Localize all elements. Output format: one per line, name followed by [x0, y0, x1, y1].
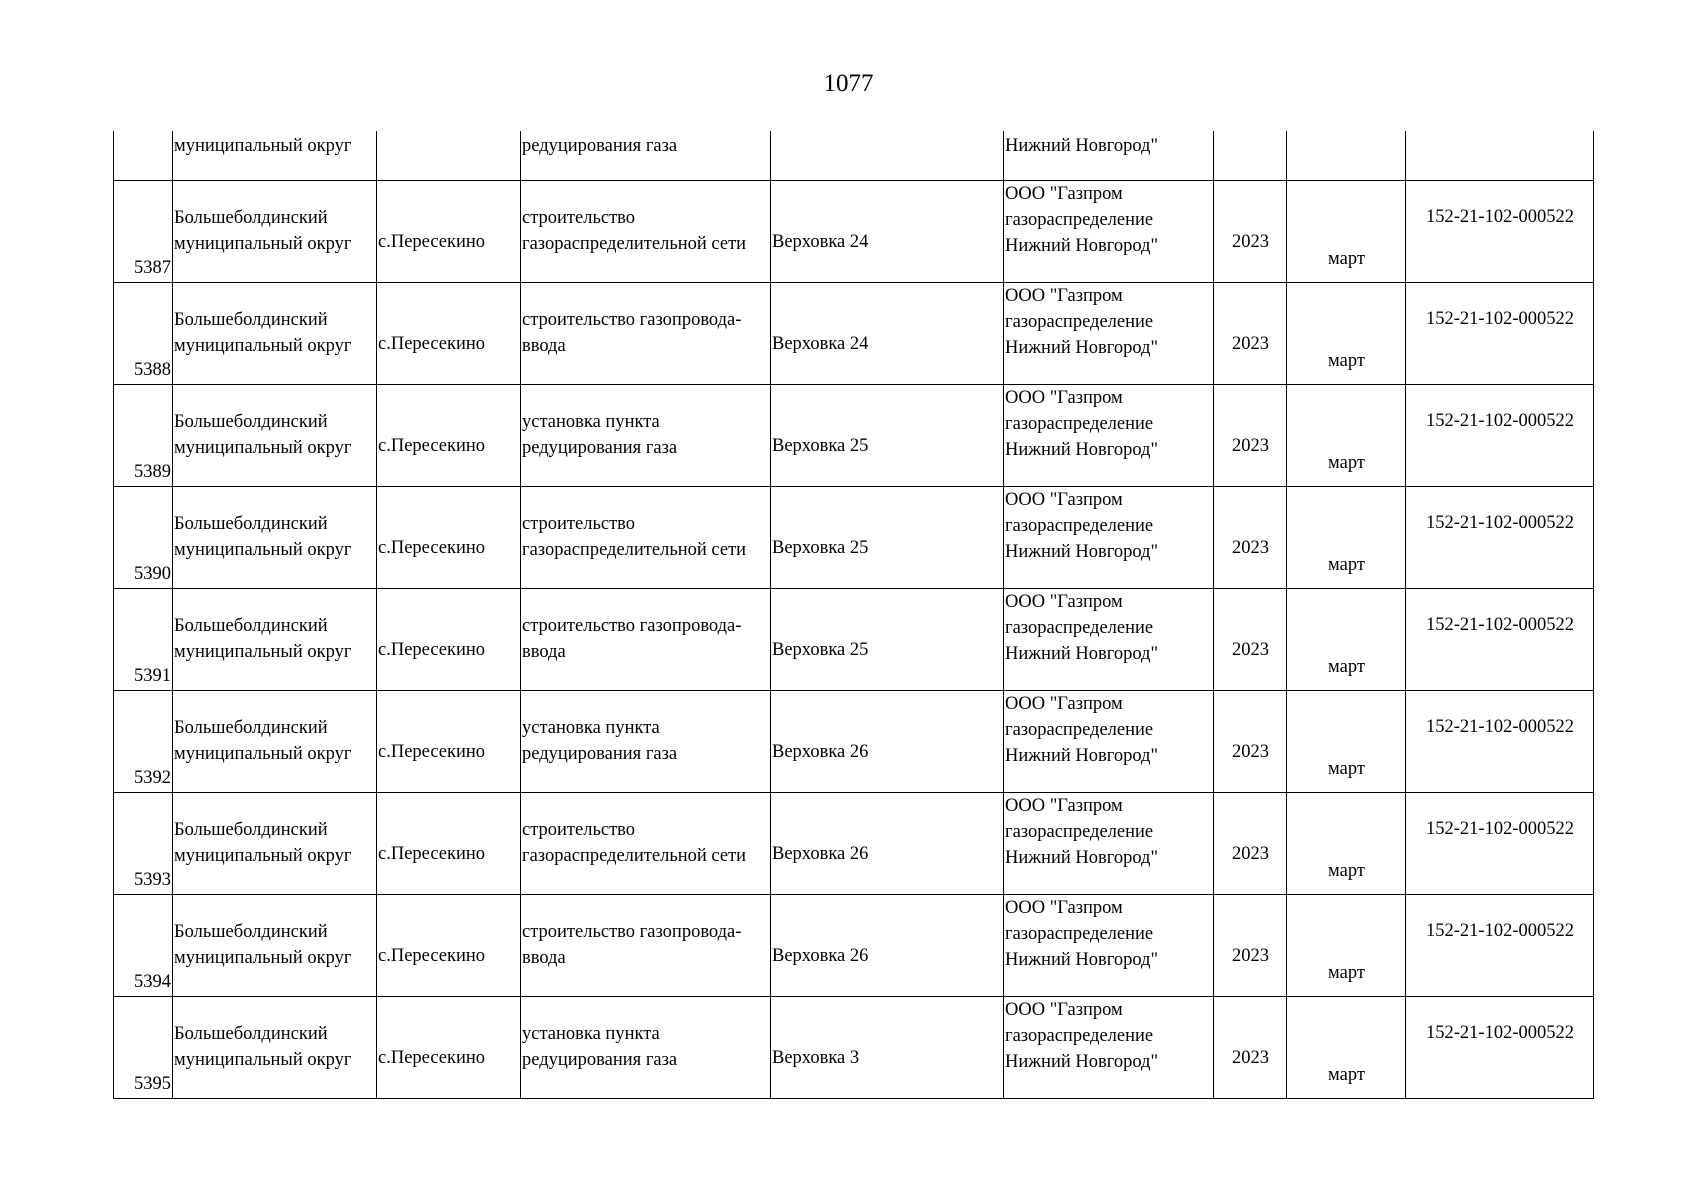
cell-village	[377, 894, 521, 996]
cell-month: март	[1287, 282, 1406, 384]
cell-month: март	[1287, 180, 1406, 282]
district-line: Большеболдинский	[174, 310, 328, 330]
org-line: газораспределение	[1005, 719, 1154, 740]
cell-district	[173, 792, 377, 894]
year-line: 2023	[1232, 742, 1269, 762]
cell-village	[377, 384, 521, 486]
org-line: Нижний Новгород"	[1005, 1051, 1159, 1072]
year-line: 2023	[1232, 538, 1269, 558]
cell-district	[173, 282, 377, 384]
cell-address	[771, 792, 1004, 894]
org-line: газораспределение	[1005, 413, 1154, 434]
org-line: Нижний Новгород"	[1005, 235, 1159, 256]
cell-district	[173, 894, 377, 996]
org-line: ООО "Газпром	[1005, 387, 1123, 408]
cell-address	[771, 996, 1004, 1098]
cell-district	[173, 180, 377, 282]
org-line: Нижний Новгород"	[1005, 541, 1159, 562]
district-line: муниципальный округ	[174, 1050, 352, 1070]
table-row	[114, 282, 1594, 384]
cell-num: 5392	[114, 690, 173, 792]
org-line: ООО "Газпром	[1005, 693, 1123, 714]
work-line: редуцирования газа	[522, 1050, 678, 1070]
cell-code: 152-21-102-000522	[1406, 384, 1594, 486]
year-line: 2023	[1232, 232, 1269, 252]
district-line: муниципальный округ	[174, 540, 352, 560]
village-line: с.Пересекино	[378, 640, 486, 660]
cell-address	[771, 588, 1004, 690]
village-line: с.Пересекино	[378, 334, 486, 354]
cell-work	[521, 588, 771, 690]
org-line: ООО "Газпром	[1005, 795, 1123, 816]
table-row	[114, 180, 1594, 282]
cell-district: муниципальный округ	[173, 131, 377, 180]
year-line: 2023	[1232, 640, 1269, 660]
cell-org	[1004, 282, 1214, 384]
district-line: Большеболдинский	[174, 820, 328, 840]
work-line: строительство	[522, 820, 636, 840]
org-line: ООО "Газпром	[1005, 489, 1123, 510]
district-line: Большеболдинский	[174, 208, 328, 228]
cell-year	[1214, 894, 1287, 996]
cell-work	[521, 690, 771, 792]
work-line: ввода	[522, 642, 566, 662]
org-line: Нижний Новгород"	[1005, 337, 1159, 358]
cell-village	[377, 180, 521, 282]
cell-org	[1004, 996, 1214, 1098]
village-line: с.Пересекино	[378, 1048, 486, 1068]
cell-year	[1214, 996, 1287, 1098]
table-body	[114, 131, 1594, 1098]
org-line: газораспределение	[1005, 209, 1154, 230]
cell-village	[377, 588, 521, 690]
table-row	[114, 486, 1594, 588]
org-line: газораспределение	[1005, 1025, 1154, 1046]
table-row	[114, 690, 1594, 792]
cell-num: 5390	[114, 486, 173, 588]
cell-org	[1004, 384, 1214, 486]
cell-work	[521, 792, 771, 894]
cell-org	[1004, 486, 1214, 588]
cell-month: март	[1287, 690, 1406, 792]
work-line: строительство газопровода-	[522, 922, 742, 942]
cell-num: 5389	[114, 384, 173, 486]
cell-num: 5393	[114, 792, 173, 894]
org-line: газораспределение	[1005, 311, 1154, 332]
work-line: редуцирования газа	[522, 438, 678, 458]
address-line: Верховка 24	[772, 232, 869, 252]
cell-org	[1004, 894, 1214, 996]
org-line: Нижний Новгород"	[1005, 643, 1159, 664]
cell-village	[377, 282, 521, 384]
cell-year	[1214, 384, 1287, 486]
cell-org	[1004, 180, 1214, 282]
cell-district	[173, 588, 377, 690]
cell-district	[173, 486, 377, 588]
cell-org	[1004, 588, 1214, 690]
register-table	[113, 131, 1594, 1099]
work-line: редуцирования газа	[522, 744, 678, 764]
cell-work: редуцирования газа	[521, 131, 771, 180]
cell-num: 5395	[114, 996, 173, 1098]
district-line: муниципальный округ	[174, 948, 352, 968]
village-line: с.Пересекино	[378, 844, 486, 864]
cell-address	[771, 131, 1004, 180]
cell-village	[377, 690, 521, 792]
cell-year	[1214, 282, 1287, 384]
district-line: Большеболдинский	[174, 616, 328, 636]
cell-district	[173, 996, 377, 1098]
district-line: Большеболдинский	[174, 1024, 328, 1044]
year-line: 2023	[1232, 844, 1269, 864]
cell-code: 152-21-102-000522	[1406, 486, 1594, 588]
cell-month: март	[1287, 894, 1406, 996]
cell-num: 5388	[114, 282, 173, 384]
page-number: 1077	[823, 70, 874, 97]
district-line: Большеболдинский	[174, 514, 328, 534]
org-line: газораспределение	[1005, 821, 1154, 842]
cell-year	[1214, 180, 1287, 282]
cell-work	[521, 894, 771, 996]
table-row	[114, 996, 1594, 1098]
cell-village	[377, 486, 521, 588]
address-line: Верховка 26	[772, 946, 869, 966]
org-line: ООО "Газпром	[1005, 999, 1123, 1020]
work-line: установка пункта	[522, 718, 660, 738]
district-line: муниципальный округ	[174, 846, 352, 866]
village-line: с.Пересекино	[378, 232, 486, 252]
work-line: ввода	[522, 948, 566, 968]
org-line: ООО "Газпром	[1005, 285, 1123, 306]
org-line: газораспределение	[1005, 923, 1154, 944]
cell-month: март	[1287, 996, 1406, 1098]
work-line: установка пункта	[522, 1024, 660, 1044]
cell-code: 152-21-102-000522	[1406, 690, 1594, 792]
district-line: Большеболдинский	[174, 922, 328, 942]
address-line: Верховка 25	[772, 640, 869, 660]
cell-year	[1214, 690, 1287, 792]
cell-address	[771, 690, 1004, 792]
address-line: Верховка 25	[772, 436, 869, 456]
district-line: муниципальный округ	[174, 336, 352, 356]
cell-work	[521, 282, 771, 384]
org-line: Нижний Новгород"	[1005, 949, 1159, 970]
cell-year	[1214, 486, 1287, 588]
cell-address	[771, 894, 1004, 996]
address-line: Верховка 24	[772, 334, 869, 354]
cell-village	[377, 131, 521, 180]
cell-num	[114, 131, 173, 180]
work-line: ввода	[522, 336, 566, 356]
village-line: с.Пересекино	[378, 436, 486, 456]
org-line: газораспределение	[1005, 617, 1154, 638]
address-line: Верховка 26	[772, 742, 869, 762]
work-line: газораспределительной сети	[522, 234, 747, 254]
cell-address	[771, 180, 1004, 282]
year-line: 2023	[1232, 436, 1269, 456]
cell-org	[1004, 690, 1214, 792]
cell-work	[521, 384, 771, 486]
cell-month: март	[1287, 792, 1406, 894]
cell-code: 152-21-102-000522	[1406, 180, 1594, 282]
cell-num: 5394	[114, 894, 173, 996]
org-line: Нижний Новгород"	[1005, 847, 1159, 868]
cell-month: март	[1287, 588, 1406, 690]
district-line: Большеболдинский	[174, 412, 328, 432]
district-line: муниципальный округ	[174, 234, 352, 254]
org-line: ООО "Газпром	[1005, 183, 1123, 204]
table-row	[114, 588, 1594, 690]
village-line: с.Пересекино	[378, 946, 486, 966]
work-line: строительство газопровода-	[522, 310, 742, 330]
org-line: Нижний Новгород"	[1005, 745, 1159, 766]
cell-address	[771, 384, 1004, 486]
cell-num: 5391	[114, 588, 173, 690]
cell-address	[771, 486, 1004, 588]
cell-village	[377, 996, 521, 1098]
cell-year	[1214, 792, 1287, 894]
cell-org	[1004, 792, 1214, 894]
address-line: Верховка 25	[772, 538, 869, 558]
org-line: ООО "Газпром	[1005, 591, 1123, 612]
district-line: муниципальный округ	[174, 438, 352, 458]
cell-month: март	[1287, 384, 1406, 486]
work-line: газораспределительной сети	[522, 540, 747, 560]
cell-district	[173, 384, 377, 486]
cell-district	[173, 690, 377, 792]
cell-org: Нижний Новгород"	[1004, 131, 1214, 180]
org-line: Нижний Новгород"	[1005, 439, 1159, 460]
table-row	[114, 894, 1594, 996]
cell-num: 5387	[114, 180, 173, 282]
district-line: муниципальный округ	[174, 744, 352, 764]
cell-code: 152-21-102-000522	[1406, 588, 1594, 690]
cell-year	[1214, 131, 1287, 180]
work-line: строительство	[522, 208, 636, 228]
cell-code: 152-21-102-000522	[1406, 996, 1594, 1098]
cell-village	[377, 792, 521, 894]
cell-code: 152-21-102-000522	[1406, 894, 1594, 996]
table-row	[114, 384, 1594, 486]
cell-code	[1406, 131, 1594, 180]
table-row	[114, 792, 1594, 894]
cell-code: 152-21-102-000522	[1406, 792, 1594, 894]
cell-work	[521, 180, 771, 282]
continuation-row	[114, 131, 1594, 180]
cell-work	[521, 486, 771, 588]
year-line: 2023	[1232, 1048, 1269, 1068]
cell-work	[521, 996, 771, 1098]
year-line: 2023	[1232, 946, 1269, 966]
cell-month	[1287, 131, 1406, 180]
org-line: газораспределение	[1005, 515, 1154, 536]
work-line: строительство	[522, 514, 636, 534]
cell-address	[771, 282, 1004, 384]
work-line: газораспределительной сети	[522, 846, 747, 866]
address-line: Верховка 26	[772, 844, 869, 864]
district-line: муниципальный округ	[174, 642, 352, 662]
cell-code: 152-21-102-000522	[1406, 282, 1594, 384]
work-line: строительство газопровода-	[522, 616, 742, 636]
cell-month: март	[1287, 486, 1406, 588]
district-line: Большеболдинский	[174, 718, 328, 738]
village-line: с.Пересекино	[378, 742, 486, 762]
address-line: Верховка 3	[772, 1048, 860, 1068]
village-line: с.Пересекино	[378, 538, 486, 558]
year-line: 2023	[1232, 334, 1269, 354]
work-line: установка пункта	[522, 412, 660, 432]
cell-year	[1214, 588, 1287, 690]
org-line: ООО "Газпром	[1005, 897, 1123, 918]
